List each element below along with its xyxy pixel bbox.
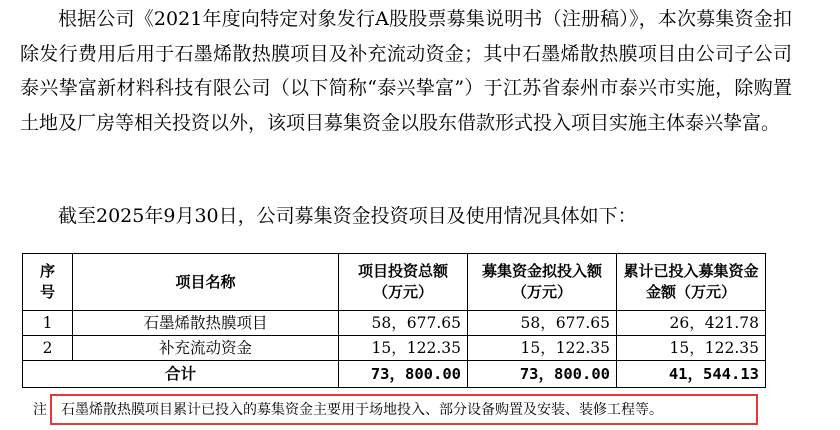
footnote-label: 注 (33, 402, 47, 418)
footnote-highlight-box (50, 394, 758, 425)
header-planned-fund: 募集资金拟投入额（万元） (468, 254, 617, 311)
row-cumulative-fund: 15，122.35 (617, 336, 766, 361)
row-total-investment: 15，122.35 (339, 336, 468, 361)
row-planned-fund: 15，122.35 (468, 336, 617, 361)
total-investment-sum: 73，800.00 (339, 361, 468, 388)
intro-paragraph: 根据公司《2021年度向特定对象发行A股股票募集说明书（注册稿）》，本次募集资金扣除发行费用后用于石墨烯散热膜项目及补充流动资金；其中石墨烯散热膜项目由公司子公司泰兴挚富新材料科技有限公司（以下简称“泰兴挚富”）于江苏省泰州市泰兴市实施，除购置土地及厂房等相关投资以外，该项目募集资金以股东借款形式投入项目实施主体泰兴挚富。 (20, 8, 792, 134)
planned-fund-sum: 73，800.00 (468, 361, 617, 388)
table-header-row (23, 254, 766, 311)
fund-usage-table (22, 253, 766, 388)
summary-paragraph: 截至2025年9月30日，公司募集资金投资项目及使用情况具体如下： (58, 205, 637, 227)
header-cumulative-fund: 累计已投入募集资金金额（万元） (617, 254, 766, 311)
row-planned-fund: 58，677.65 (468, 311, 617, 336)
header-total-investment: 项目投资总额（万元） (339, 254, 468, 311)
row-seq: 2 (23, 336, 73, 361)
row-project-name: 石墨烯散热膜项目 (73, 311, 339, 336)
table-row (23, 336, 766, 361)
row-seq: 1 (23, 311, 73, 336)
cumulative-fund-sum: 41，544.13 (617, 361, 766, 388)
table-total-row (23, 361, 766, 388)
row-cumulative-fund: 26，421.78 (617, 311, 766, 336)
total-label: 合计 (23, 361, 339, 388)
row-total-investment: 58，677.65 (339, 311, 468, 336)
header-seq: 序号 (23, 254, 73, 311)
table-row (23, 311, 766, 336)
footnote-text: 石墨烯散热膜项目累计已投入的募集资金主要用于场地投入、部分设备购置及安装、装修工程等。 (61, 402, 663, 418)
header-project-name: 项目名称 (73, 254, 339, 311)
row-project-name: 补充流动资金 (73, 336, 339, 361)
